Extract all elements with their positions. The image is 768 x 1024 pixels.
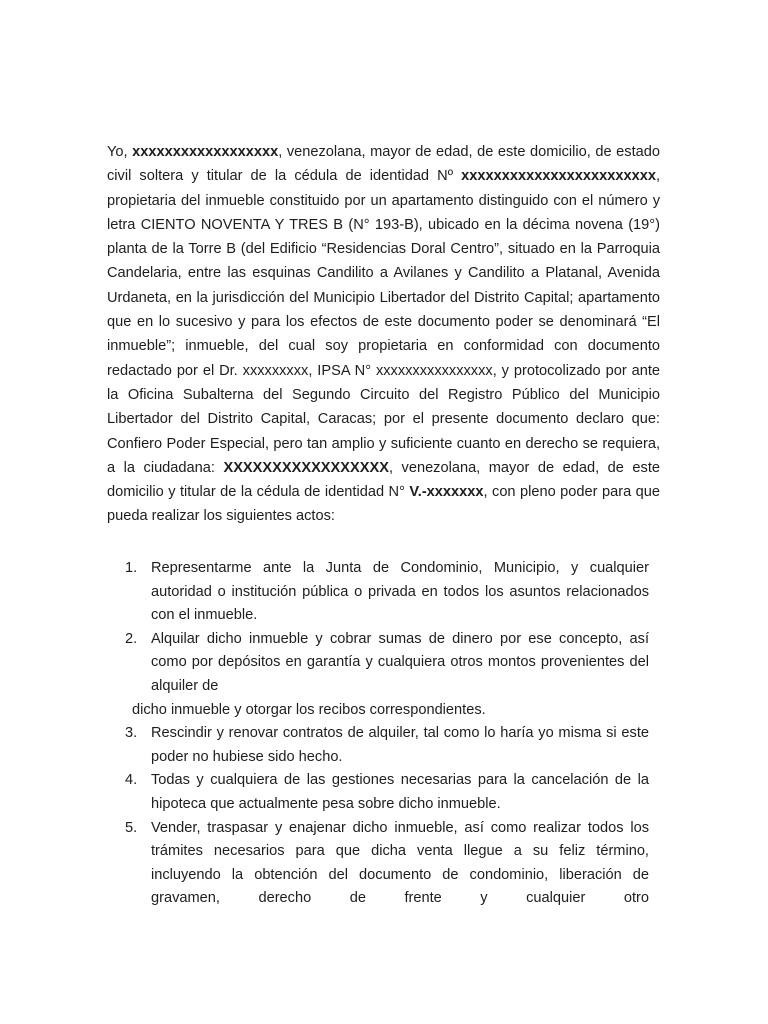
grantor-name: xxxxxxxxxxxxxxxxxx: [132, 144, 279, 160]
list-item-text: Todas y cualquiera de las gestiones necesarias para la cancelación de la hipoteca que actualmente pesa sobre dicho inmueble.: [151, 772, 649, 812]
list-item-continuation: dicho inmueble y otorgar los recibos correspondientes.: [132, 701, 486, 718]
intro-text-3: , propietaria del inmueble constituido por un apartamento distinguido con el número y letra CIENTO NOVENTA Y TRES B (N° 193-B), ubicado en la décima novena (19°) planta de la Torre B (del Edificio “Residencias Doral Centro”, situado en la Parroquia Candelaria, entre las esquinas Candilito a Avilanes y Candilito a Platanal, Avenida Urdaneta, en la jurisdicción del Municipio Libertador del Distrito Capital; apartamento que en lo sucesivo y para los efectos de este documento poder se denominará “El inmueble”; inmueble, del cual soy propietaria en conformidad con documento redactado por el Dr. xxxxxxxxx, IPSA N° xxxxxxxxxxxxxxxx, y protocolizado por ante la Oficina Subalterna del Segundo Circuito del Registro Público del Municipio Libertador del Distrito Capital, Caracas; por el presente documento declaro que: Confiero Poder Especial, pero tan amplio y suficiente cuanto en derecho se requiera, a la ciudadana:: [107, 168, 660, 476]
list-item: [0, 722, 768, 769]
list-item-number: 1.: [125, 560, 138, 576]
list-item: [0, 557, 768, 628]
list-item-number: 2.: [125, 630, 138, 647]
intro-text-2: , venezolana, mayor de edad, de este domicilio, de estado civil soltera y titular de la cédula de identidad Nº: [107, 144, 660, 185]
list-item-text: Rescindir y renovar contratos de alquiler, tal como lo haría yo misma si este poder no hubiese sido hecho.: [151, 725, 649, 765]
list-item-text: Alquilar dicho inmueble y cobrar sumas de dinero por ese concepto, así como por depósitos en garantía y cualquiera otros montos provenientes del alquiler de: [151, 630, 649, 694]
list-item-number: 5.: [125, 819, 138, 836]
intro-text-5: , con pleno poder para que pueda realizar los siguientes actos:: [107, 484, 660, 525]
list-item-number: 4.: [125, 772, 138, 789]
list-item: [0, 817, 768, 911]
list-item: [0, 769, 768, 816]
list-item-number: 3.: [125, 725, 138, 742]
intro-text-4: , venezolana, mayor de edad, de este domicilio y titular de la cédula de identidad N°: [107, 459, 660, 501]
intro-text-1: Yo,: [107, 144, 133, 160]
powers-list: [0, 557, 768, 911]
intro-paragraph: [107, 140, 660, 529]
list-item: [0, 628, 768, 722]
list-item-text: Representarme ante la Junta de Condominio, Municipio, y cualquier autoridad o institución pública o privada en todos los asuntos relacionados con el inmueble.: [151, 560, 649, 624]
attorney-id-number: V.-xxxxxxx: [409, 484, 484, 501]
grantor-id-number: xxxxxxxxxxxxxxxxxxxxxxxx: [461, 168, 656, 185]
attorney-name: XXXXXXXXXXXXXXXXX: [223, 459, 389, 476]
list-item-text: Vender, traspasar y enajenar dicho inmueble, así como realizar todos los trámites necesarios para que dicha venta llegue a su feliz término, incluyendo la obtención del documento de condominio, liberación de gravamen, derecho de frente y cualquier otro: [151, 819, 649, 907]
